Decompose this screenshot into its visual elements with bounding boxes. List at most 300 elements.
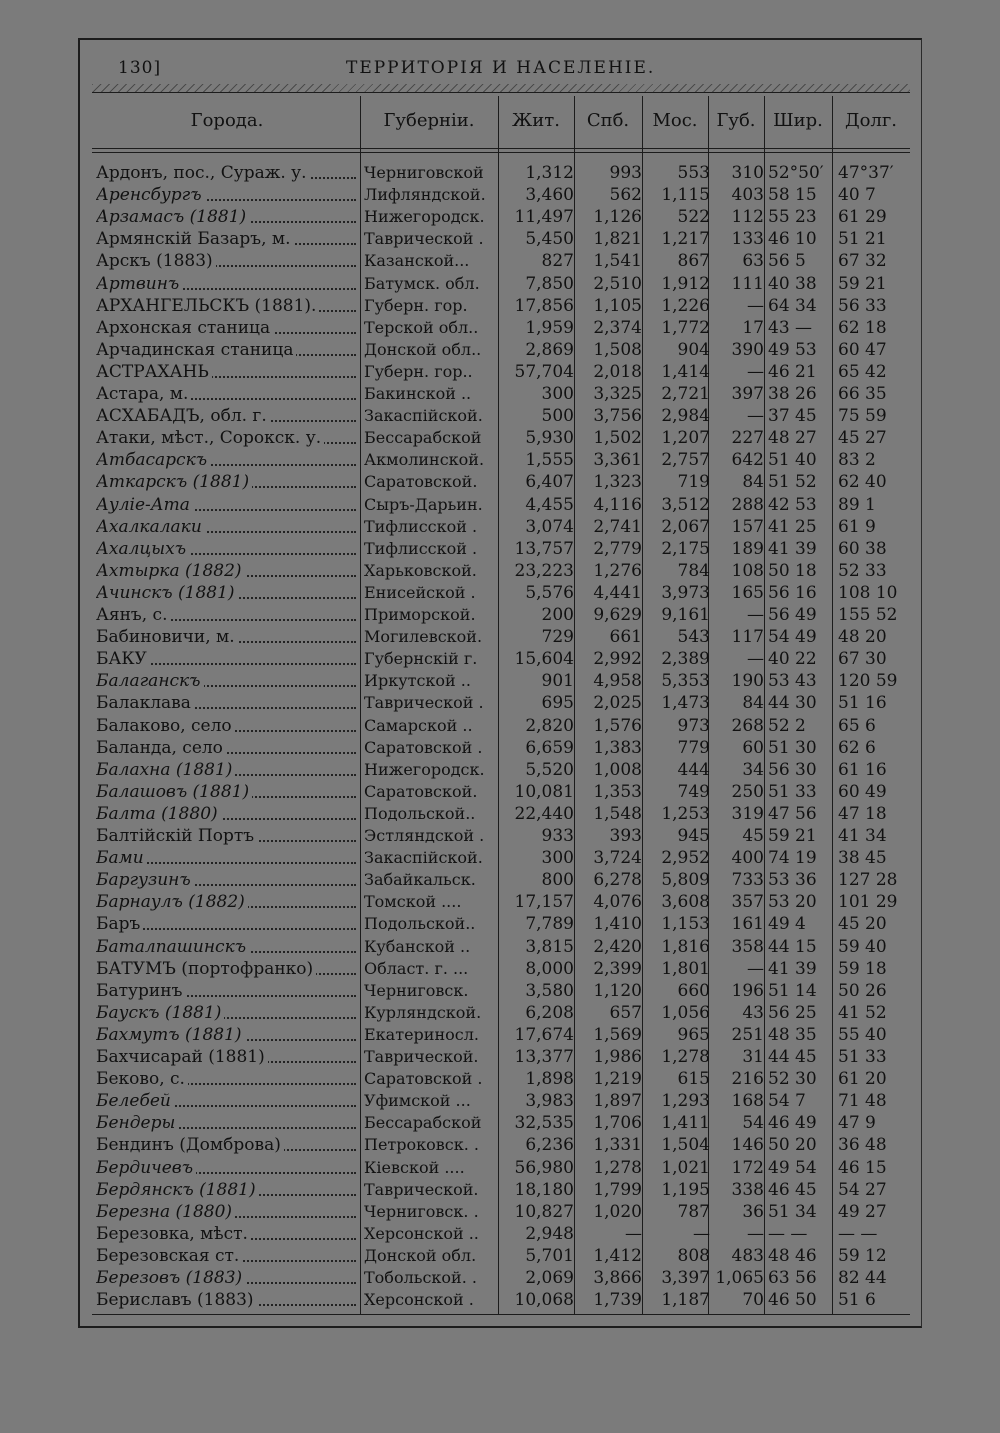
- table-row: [0, 692, 1000, 714]
- latitude-cell: 49 4: [768, 914, 806, 935]
- table-row: [0, 295, 1000, 317]
- city-cell: [96, 980, 358, 1002]
- city-name: Арзамасъ (1881): [96, 207, 249, 227]
- gubernia-cell: Бессарабской: [364, 1113, 482, 1133]
- population-cell: 32,535: [514, 1113, 574, 1134]
- longitude-cell: 51 16: [838, 693, 887, 714]
- longitude-cell: 83 2: [838, 450, 876, 471]
- city-cell: [96, 273, 358, 295]
- table-row: [0, 560, 1000, 582]
- wavy-rule: [92, 84, 910, 92]
- city-cell: [96, 582, 358, 604]
- city-name: Бами: [96, 848, 147, 868]
- table-row: [0, 1289, 1000, 1311]
- dist-moscow-cell: 965: [677, 1024, 710, 1045]
- table-row: [0, 648, 1000, 670]
- dist-gub-cell: 251: [731, 1024, 764, 1045]
- table-row: [0, 250, 1000, 272]
- longitude-cell: 46 15: [838, 1157, 887, 1178]
- gubernia-cell: Акмолинской.: [364, 450, 485, 470]
- dist-moscow-cell: 2,067: [661, 516, 710, 537]
- latitude-cell: 51 30: [768, 737, 817, 758]
- dist-spb-cell: 562: [609, 185, 642, 206]
- longitude-cell: 66 35: [838, 384, 887, 404]
- population-cell: 8,000: [525, 958, 574, 979]
- population-cell: 827: [541, 251, 574, 272]
- city-name: Арчадинская станица: [96, 340, 296, 360]
- population-cell: 300: [541, 384, 574, 404]
- population-cell: 13,377: [514, 1047, 574, 1067]
- population-cell: 23,223: [514, 560, 574, 581]
- longitude-cell: 41 52: [838, 1002, 887, 1023]
- longitude-cell: 71 48: [838, 1091, 887, 1112]
- city-cell: [96, 1046, 358, 1068]
- city-name: АРХАНГЕЛЬСКЪ (1881).: [96, 296, 319, 316]
- gubernia-cell: Черниговск. .: [364, 1201, 479, 1221]
- population-cell: 6,407: [525, 472, 574, 493]
- gubernia-cell: Приморской.: [364, 605, 476, 624]
- dist-gub-cell: 168: [731, 1091, 764, 1112]
- city-name: Батуринъ: [96, 981, 185, 1001]
- dist-spb-cell: 9,629: [593, 605, 642, 625]
- city-cell: [96, 405, 358, 427]
- dist-spb-cell: 1,219: [593, 1069, 642, 1090]
- city-cell: [96, 494, 358, 516]
- dist-gub-cell: 43: [742, 1002, 764, 1023]
- dist-moscow-cell: 2,984: [661, 406, 710, 427]
- city-name: Армянскій Базаръ, м.: [96, 229, 294, 249]
- page-number: 130]: [118, 58, 162, 78]
- dist-moscow-cell: 749: [677, 781, 710, 802]
- dist-gub-cell: 403: [731, 185, 764, 206]
- population-cell: 933: [541, 826, 574, 846]
- table-row: [0, 737, 1000, 759]
- dist-spb-cell: 2,420: [593, 936, 642, 957]
- city-name: Баръ: [96, 914, 143, 934]
- table-row: [0, 847, 1000, 869]
- city-name: Балтійскій Портъ: [96, 826, 257, 846]
- gubernia-cell: Кубанской ..: [364, 936, 471, 956]
- gubernia-cell: Закаспійской.: [364, 406, 483, 426]
- dist-spb-cell: 993: [609, 163, 642, 183]
- latitude-cell: 48 27: [768, 428, 817, 449]
- dist-spb-cell: 1,508: [593, 339, 642, 360]
- city-name: Бабиновичи, м.: [96, 627, 238, 647]
- city-cell: [96, 162, 358, 184]
- col-header-lat: Шир.: [773, 110, 823, 131]
- gubernia-cell: Томской ....: [364, 892, 462, 912]
- dist-gub-cell: 227: [731, 428, 764, 449]
- latitude-cell: 43 —: [768, 317, 813, 338]
- dist-gub-cell: 45: [742, 826, 764, 846]
- dist-spb-cell: 1,331: [593, 1135, 642, 1156]
- population-cell: 3,074: [525, 516, 574, 537]
- table-row: [0, 936, 1000, 958]
- dist-moscow-cell: 1,816: [661, 936, 710, 957]
- dist-spb-cell: 1,821: [593, 229, 642, 250]
- latitude-cell: 48 35: [768, 1024, 817, 1045]
- table-row: [0, 516, 1000, 538]
- table-row: [0, 1024, 1000, 1046]
- gubernia-cell: Нижегородск.: [364, 759, 485, 779]
- gubernia-cell: Кіевской ....: [364, 1157, 465, 1177]
- city-cell: [96, 206, 358, 228]
- longitude-cell: 108 10: [838, 582, 898, 603]
- city-cell: [96, 692, 358, 714]
- table-row: [0, 1134, 1000, 1156]
- latitude-cell: — —: [768, 1223, 808, 1244]
- population-cell: 300: [541, 848, 574, 869]
- gubernia-cell: Могилевской.: [364, 627, 483, 647]
- dist-gub-cell: 288: [731, 494, 764, 515]
- gubernia-cell: Тифлисской .: [364, 516, 478, 536]
- city-cell: [96, 1245, 358, 1267]
- dist-moscow-cell: 1,056: [661, 1002, 710, 1023]
- dist-spb-cell: 1,383: [593, 737, 642, 758]
- city-name: Березна (1880): [96, 1202, 235, 1222]
- longitude-cell: 75 59: [838, 406, 887, 427]
- longitude-cell: 67 30: [838, 649, 887, 670]
- gubernia-cell: Саратовской.: [364, 472, 478, 492]
- dist-spb-cell: 1,105: [593, 295, 642, 316]
- population-cell: 5,520: [525, 759, 574, 780]
- latitude-cell: 41 39: [768, 538, 817, 559]
- city-cell: [96, 1267, 358, 1289]
- dist-moscow-cell: 1,278: [661, 1047, 710, 1067]
- gubernia-cell: Таврической.: [364, 1179, 479, 1199]
- city-cell: [96, 626, 358, 648]
- gubernia-cell: Херсонской .: [364, 1290, 474, 1310]
- latitude-cell: 51 40: [768, 450, 817, 471]
- latitude-cell: 38 26: [768, 384, 817, 404]
- longitude-cell: 60 38: [838, 538, 887, 559]
- city-cell: [96, 184, 358, 206]
- gubernia-cell: Губерн. гор.: [364, 295, 468, 315]
- table-row: [0, 715, 1000, 737]
- gubernia-cell: Херсонской ..: [364, 1223, 479, 1243]
- gubernia-cell: Нижегородск.: [364, 207, 485, 227]
- city-cell: [96, 1201, 358, 1223]
- dist-moscow-cell: 945: [677, 826, 710, 846]
- longitude-cell: 155 52: [838, 605, 898, 625]
- longitude-cell: 47°37′: [838, 163, 894, 183]
- table-row: [0, 1201, 1000, 1223]
- longitude-cell: 89 1: [838, 494, 876, 515]
- gubernia-cell: Терской обл..: [364, 317, 479, 337]
- city-name: Ахалцыхъ: [96, 539, 189, 559]
- latitude-cell: 51 34: [768, 1201, 817, 1222]
- dist-spb-cell: 657: [609, 1002, 642, 1023]
- dist-gub-cell: 146: [731, 1135, 764, 1156]
- longitude-cell: 59 12: [838, 1245, 887, 1266]
- table-row: [0, 494, 1000, 516]
- gubernia-cell: Черниговск.: [364, 980, 469, 1000]
- dist-gub-cell: 157: [731, 516, 764, 537]
- longitude-cell: 51 6: [838, 1290, 876, 1311]
- gubernia-cell: Бакинской ..: [364, 384, 472, 403]
- dist-moscow-cell: 2,175: [661, 538, 710, 559]
- dist-moscow-cell: —: [693, 1223, 710, 1244]
- dist-gub-cell: 70: [742, 1290, 764, 1311]
- dist-moscow-cell: 553: [677, 163, 710, 183]
- dist-spb-cell: 1,412: [593, 1245, 642, 1266]
- gubernia-cell: Таврической .: [364, 693, 484, 713]
- city-cell: [96, 1112, 358, 1134]
- city-name: Архонская станица: [96, 318, 273, 338]
- table-row: [0, 427, 1000, 449]
- dist-moscow-cell: 784: [677, 560, 710, 581]
- city-cell: [96, 1289, 358, 1311]
- latitude-cell: 56 25: [768, 1002, 817, 1023]
- dist-moscow-cell: 1,414: [661, 361, 710, 382]
- city-cell: [96, 383, 358, 405]
- population-cell: 3,460: [525, 185, 574, 206]
- population-cell: 57,704: [514, 361, 574, 382]
- dist-moscow-cell: 1,195: [661, 1179, 710, 1200]
- city-cell: [96, 295, 358, 317]
- dist-gub-cell: 338: [731, 1179, 764, 1200]
- longitude-cell: 47 18: [838, 803, 887, 824]
- city-name: Барнаулъ (1882): [96, 892, 248, 912]
- city-name: АСТРАХАНЬ: [96, 362, 212, 382]
- gubernia-cell: Батумск. обл.: [364, 273, 480, 293]
- city-name: Аренсбургъ: [96, 185, 205, 205]
- dist-spb-cell: 3,866: [593, 1268, 642, 1288]
- col-header-gub: Губ.: [716, 110, 756, 131]
- city-cell: [96, 958, 358, 980]
- longitude-cell: 59 40: [838, 936, 887, 957]
- dist-moscow-cell: 904: [677, 339, 710, 360]
- longitude-cell: 52 33: [838, 560, 887, 581]
- city-name: Атбасарскъ: [96, 450, 210, 470]
- longitude-cell: 36 48: [838, 1135, 887, 1156]
- table-row: [0, 1245, 1000, 1267]
- city-cell: [96, 1223, 358, 1245]
- dist-spb-cell: 1,410: [593, 914, 642, 935]
- gubernia-cell: Казанской...: [364, 251, 470, 271]
- dist-gub-cell: 268: [731, 715, 764, 736]
- dist-gub-cell: 54: [742, 1113, 764, 1134]
- dist-spb-cell: 1,897: [593, 1091, 642, 1112]
- longitude-cell: 62 40: [838, 472, 887, 493]
- city-name: Артвинъ: [96, 274, 182, 294]
- city-name: Аянъ, с.: [96, 605, 170, 625]
- table-bottom-rule: [92, 1314, 910, 1315]
- longitude-cell: 82 44: [838, 1268, 887, 1288]
- table-row: [0, 361, 1000, 383]
- population-cell: 56,980: [514, 1157, 574, 1178]
- population-cell: 2,948: [525, 1223, 574, 1244]
- population-cell: 5,701: [525, 1245, 574, 1266]
- city-name: Белебей: [96, 1091, 174, 1111]
- table-row: [0, 405, 1000, 427]
- dist-spb-cell: 4,958: [593, 671, 642, 692]
- longitude-cell: 38 45: [838, 848, 887, 869]
- dist-spb-cell: 3,325: [593, 384, 642, 404]
- city-name: Баталпашинскъ: [96, 937, 249, 957]
- longitude-cell: 61 29: [838, 207, 887, 228]
- city-name: Беково, с.: [96, 1069, 188, 1089]
- population-cell: 3,580: [525, 980, 574, 1001]
- table-row: [0, 228, 1000, 250]
- dist-gub-cell: 733: [731, 870, 764, 891]
- latitude-cell: 44 30: [768, 693, 817, 714]
- latitude-cell: 46 45: [768, 1179, 817, 1200]
- latitude-cell: 52 2: [768, 715, 806, 736]
- table-row: [0, 803, 1000, 825]
- gubernia-cell: Самарской ..: [364, 715, 473, 735]
- gubernia-cell: Област. г. ...: [364, 958, 469, 978]
- dist-gub-cell: 36: [742, 1201, 764, 1222]
- dist-gub-cell: 31: [742, 1047, 764, 1067]
- population-cell: 7,850: [525, 273, 574, 294]
- city-cell: [96, 339, 358, 361]
- dist-spb-cell: 2,399: [593, 958, 642, 979]
- longitude-cell: 61 16: [838, 759, 887, 780]
- dist-spb-cell: 1,541: [593, 251, 642, 272]
- city-name: Ахтырка (1882): [96, 561, 245, 581]
- city-cell: [96, 1157, 358, 1179]
- city-cell: [96, 670, 358, 692]
- longitude-cell: 45 27: [838, 428, 887, 449]
- dist-spb-cell: 1,008: [593, 759, 642, 780]
- latitude-cell: 52 30: [768, 1069, 817, 1090]
- table-row: [0, 1267, 1000, 1289]
- city-name: БАТУМЪ (портофранко): [96, 959, 316, 979]
- dist-gub-cell: —: [747, 958, 764, 979]
- dist-moscow-cell: 808: [677, 1245, 710, 1266]
- population-cell: 1,555: [525, 450, 574, 471]
- gubernia-cell: Иркутской ..: [364, 671, 471, 691]
- page-title: ТЕРРИТОРІЯ И НАСЕЛЕНІЕ.: [346, 58, 656, 78]
- dist-moscow-cell: 1,207: [661, 428, 710, 449]
- latitude-cell: 46 49: [768, 1113, 817, 1134]
- city-name: Балаково, село: [96, 716, 235, 736]
- longitude-cell: 65 42: [838, 361, 887, 382]
- dist-spb-cell: 4,076: [593, 892, 642, 913]
- dist-gub-cell: 250: [731, 781, 764, 802]
- dist-gub-cell: —: [747, 406, 764, 427]
- latitude-cell: 54 49: [768, 627, 817, 648]
- latitude-cell: 51 33: [768, 781, 817, 802]
- city-cell: [96, 538, 358, 560]
- dist-moscow-cell: 1,021: [661, 1157, 710, 1178]
- dist-spb-cell: 1,323: [593, 472, 642, 493]
- dist-spb-cell: 393: [609, 826, 642, 846]
- gubernia-cell: Эстляндской .: [364, 826, 485, 845]
- dist-spb-cell: 661: [609, 627, 642, 648]
- table-row: [0, 383, 1000, 405]
- population-cell: 1,898: [525, 1069, 574, 1090]
- latitude-cell: 51 14: [768, 980, 817, 1001]
- latitude-cell: 41 25: [768, 516, 817, 537]
- gubernia-cell: Курляндской.: [364, 1002, 482, 1022]
- city-name: Балаклава: [96, 693, 194, 713]
- population-cell: 18,180: [514, 1179, 574, 1200]
- city-name: Баускъ (1881): [96, 1003, 224, 1023]
- city-name: Бериславъ (1883): [96, 1290, 257, 1310]
- latitude-cell: 40 22: [768, 649, 817, 670]
- dist-gub-cell: 112: [731, 207, 764, 228]
- dist-moscow-cell: 1,253: [661, 803, 710, 824]
- city-name: Атаки, мѣст., Сорокск. у.: [96, 428, 324, 448]
- population-cell: 200: [541, 605, 574, 625]
- city-name: Бердянскъ (1881): [96, 1180, 259, 1200]
- dist-gub-cell: —: [747, 295, 764, 316]
- dist-spb-cell: 1,986: [593, 1047, 642, 1067]
- gubernia-cell: Саратовской .: [364, 737, 483, 757]
- table-row: [0, 891, 1000, 913]
- table-row: [0, 538, 1000, 560]
- dist-gub-cell: 358: [731, 936, 764, 957]
- population-cell: 6,236: [525, 1135, 574, 1156]
- city-name: АСХАБАДЪ, обл. г.: [96, 406, 270, 426]
- dist-spb-cell: 3,724: [593, 848, 642, 869]
- dist-gub-cell: 172: [731, 1157, 764, 1178]
- longitude-cell: 60 49: [838, 781, 887, 802]
- table-row: [0, 958, 1000, 980]
- dist-spb-cell: 4,441: [593, 582, 642, 603]
- city-name: Баргузинъ: [96, 870, 194, 890]
- gubernia-cell: Забайкальск.: [364, 870, 476, 890]
- population-cell: 1,312: [525, 163, 574, 183]
- latitude-cell: 56 16: [768, 582, 817, 603]
- dist-spb-cell: 1,569: [593, 1024, 642, 1045]
- dist-gub-cell: 642: [731, 450, 764, 471]
- city-name: БАКУ: [96, 649, 150, 669]
- population-cell: 4,455: [525, 494, 574, 515]
- population-cell: 2,069: [525, 1268, 574, 1288]
- longitude-cell: 56 33: [838, 295, 887, 316]
- population-cell: 10,827: [514, 1201, 574, 1222]
- dist-gub-cell: 400: [731, 848, 764, 869]
- city-name: Балта (1880): [96, 804, 221, 824]
- dist-spb-cell: 4,116: [593, 494, 642, 515]
- dist-moscow-cell: 522: [677, 207, 710, 228]
- table-row: [0, 1090, 1000, 1112]
- city-cell: [96, 228, 358, 250]
- city-cell: [96, 847, 358, 869]
- gubernia-cell: Тифлисской .: [364, 538, 478, 558]
- dist-gub-cell: 390: [731, 339, 764, 360]
- dist-moscow-cell: 3,397: [661, 1268, 710, 1288]
- city-cell: [96, 869, 358, 891]
- gubernia-cell: Екатериносл.: [364, 1024, 479, 1044]
- table-row: [0, 1046, 1000, 1068]
- city-name: Балахна (1881): [96, 760, 235, 780]
- dist-moscow-cell: 660: [677, 980, 710, 1001]
- gubernia-cell: Таврической .: [364, 229, 484, 249]
- dist-moscow-cell: 1,153: [661, 914, 710, 935]
- dist-moscow-cell: 1,115: [661, 185, 710, 206]
- table-row: [0, 317, 1000, 339]
- col-header-spb: Спб.: [586, 110, 630, 131]
- dist-moscow-cell: 1,504: [661, 1135, 710, 1156]
- city-name: Бендинъ (Домброва): [96, 1135, 284, 1155]
- city-cell: [96, 1090, 358, 1112]
- latitude-cell: 74 19: [768, 848, 817, 869]
- city-name: Бендеры: [96, 1113, 178, 1133]
- city-cell: [96, 560, 358, 582]
- dist-spb-cell: 3,361: [593, 450, 642, 471]
- latitude-cell: 59 21: [768, 826, 817, 846]
- city-cell: [96, 1024, 358, 1046]
- table-row: [0, 670, 1000, 692]
- dist-spb-cell: 1,799: [593, 1179, 642, 1200]
- latitude-cell: 49 54: [768, 1157, 817, 1178]
- city-name: Балашовъ (1881): [96, 782, 252, 802]
- latitude-cell: 46 21: [768, 361, 817, 382]
